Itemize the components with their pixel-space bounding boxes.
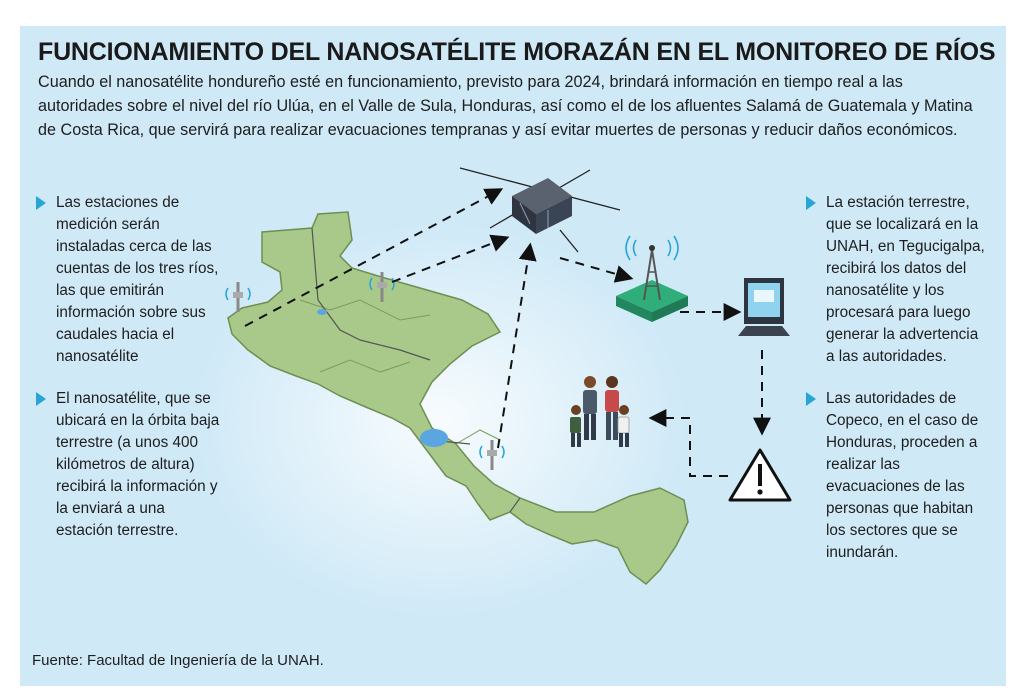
step-text: El nanosatélite, que se ubicará en la órbita baja terrestre (a unos 400 kilómetros de altura) recibirá la información y la enviará a una estación terrestre. [56,390,220,539]
bullet-triangle-icon [36,392,46,406]
bullet-triangle-icon [806,196,816,210]
page-title: FUNCIONAMIENTO DEL NANOSATÉLITE MORAZÁN EN EL MONITOREO DE RÍOS [38,38,996,66]
step-measurement-stations [56,192,226,368]
step-nanosatellite [56,388,226,542]
warning-triangle-icon [730,450,790,500]
step-authorities [826,388,996,564]
step-ground-station [826,192,986,368]
bullet-triangle-icon [36,196,46,210]
computer-monitor-icon [738,278,790,336]
step-text: Las autoridades de Copeco, en el caso de Honduras, proceden a realizar las evacuaciones de las personas que habitan los sectores que se inundarán. [826,390,979,561]
ground-station-tower-icon [616,236,688,322]
source-credit: Fuente: Facultad de Ingeniería de la UNAH. [32,652,324,669]
lake-nicaragua [420,429,448,447]
intro-text: Cuando el nanosatélite hondureño esté en funcionamiento, previsto para 2024, brindará información en tiempo real a las autoridades sobre el nivel del río Ulúa, en el Valle de Sula, Honduras, así como el de los afluentes Salamá de Guatemala y Matina de Costa Rica, que servirá para realizar evacuaciones tempranas y así evitar muertes de personas y reducir daños económicos. [38,73,973,139]
step-text: La estación terrestre, que se localizará en la UNAH, en Tegucigalpa, recibirá los datos del nanosatélite y los procesará para luego generar la advertencia a las autoridades. [826,194,985,365]
step-text: Las estaciones de medición serán instaladas cerca de las cuentas de los tres ríos, las que emitirán información sobre sus caudales hacia el nanosatélite [56,194,219,365]
bullet-triangle-icon [806,392,816,406]
